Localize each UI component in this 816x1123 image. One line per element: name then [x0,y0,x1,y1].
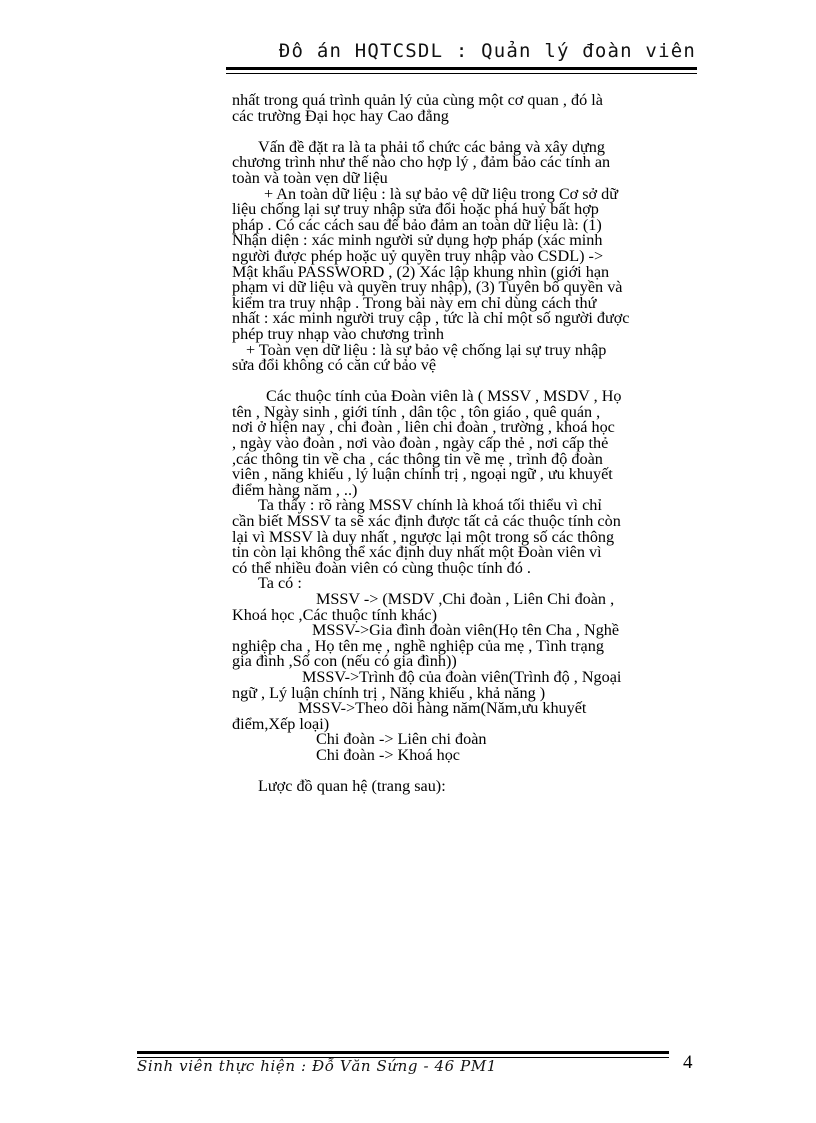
text-line: chương trình như thế nào cho hợp lý , đảm bảo các tính an [232,153,611,172]
text-line: phạm vi dữ liệu và quyền truy nhập), (3) Tuyên bố quyền và [232,278,623,297]
text-line: pháp . Có các cách sau để bảo đảm an toàn dữ liệu là: (1) [232,215,602,234]
text-line: tên , Ngày sinh , giới tính , dân tộc , tôn giáo , quê quán , [232,402,601,421]
text-line: Ta thấy : rõ ràng MSSV chính là khoá tối thiểu vì chỉ [258,496,602,515]
text-line: điểm hàng năm , ..) [232,480,358,499]
text-line: nhất trong quá trình quản lý của cùng một cơ quan , đó là [232,91,603,109]
text-line: kiểm tra truy nhập . Trong bài này em chỉ dùng cách thứ [232,293,597,312]
text-line: MSSV->Trình độ của đoàn viên(Trình độ , Ngoại [302,667,622,686]
text-line: điểm,Xếp loại) [232,714,330,733]
text-line: , ngày vào đoàn , nơi vào đoàn , ngày cấp thẻ , nơi cấp thẻ [232,434,609,453]
text-line: MSSV->Theo dõi hàng năm(Năm,ưu khuyết [298,699,587,718]
text-line: sửa đổi không có căn cứ bảo vệ [232,356,437,375]
text-line: phép truy nhạp vào chương trình [232,324,444,343]
text-line: cần biết MSSV ta sẽ xác định được tất cả các thuộc tính còn [232,512,621,531]
text-line: lại vì MSSV là duy nhất , ngược lại một trong số các thông [232,527,615,546]
text-line: Vấn đề đặt ra là ta phải tổ chức các bảng và xây dựng [258,137,605,156]
body-text [232,93,692,795]
text-line: tin còn lại không thể xác định duy nhất một Đoàn viên vì [232,543,602,562]
text-line: ,các thông tin về cha , các thông tin về mẹ , trình độ đoàn [232,449,603,468]
text-line: + Toàn vẹn dữ liệu : là sự bảo vệ chống lại sự truy nhập [246,340,607,359]
text-line: Mật khẩu PASSWORD , (2) Xác lập khung nhìn (giới hạn [232,262,610,281]
text-line: gia đình ,Số con (nếu có gia đình)) [232,652,457,671]
text-line: toàn và toàn vẹn dữ liệu [232,168,388,187]
text-line: Lược đồ quan hệ (trang sau): [258,777,446,796]
footer-author: Sinh viên thực hiện : Đỗ Văn Sứng - 46 PM1 [137,1057,497,1075]
text-line: Ta có : [258,574,302,593]
header-rule [226,67,697,70]
text-line: MSSV->Gia đình đoàn viên(Họ tên Cha , Nghề [312,621,620,640]
footer-rule [137,1051,669,1054]
header-title: Đô án HQTCSDL : Quản lý đoàn viên [278,40,696,62]
text-line: liệu chống lại sự truy nhập sửa đổi hoặc phá huỷ bất hợp [232,200,599,219]
text-line: nơi ở hiện nay , chi đoàn , liên chi đoàn , trường , khoá học [232,418,615,437]
text-line: ngữ , Lý luận chính trị , Năng khiếu , khả năng ) [232,683,546,702]
text-line: người được phép hoặc uỷ quyền truy nhập vào CSDL) -> [232,246,604,265]
text-line: viên , năng khiếu , lý luận chính trị , ngoại ngữ , ưu khuyết [232,465,613,484]
text-line: Chi đoàn -> Khoá học [316,745,460,764]
text-line: nghiệp cha , Họ tên mẹ , nghề nghiệp của mẹ , Tình trạng [232,636,604,655]
text-line: Khoá học ,Các thuộc tính khác) [232,605,437,624]
text-line: các trường Đại học hay Cao đẳng [232,106,449,125]
header-rule-thin [226,73,697,74]
text-line: Nhận diện : xác minh người sử dụng hợp pháp (xác minh [232,231,603,250]
text-line: nhất : xác minh người truy cập , tức là chỉ một số người được [232,309,630,328]
page-number: 4 [683,1052,693,1073]
text-line: MSSV -> (MSDV ,Chi đoàn , Liên Chi đoàn , [316,590,615,608]
text-line: Chi đoàn -> Liên chi đoàn [316,730,487,749]
text-line: + An toàn dữ liệu : là sự bảo vệ dữ liệu trong Cơ sở dữ [264,184,619,203]
text-line: có thể nhiều đoàn viên có cùng thuộc tính đó . [232,558,531,577]
text-line: Các thuộc tính của Đoàn viên là ( MSSV , MSDV , Họ [266,387,622,406]
